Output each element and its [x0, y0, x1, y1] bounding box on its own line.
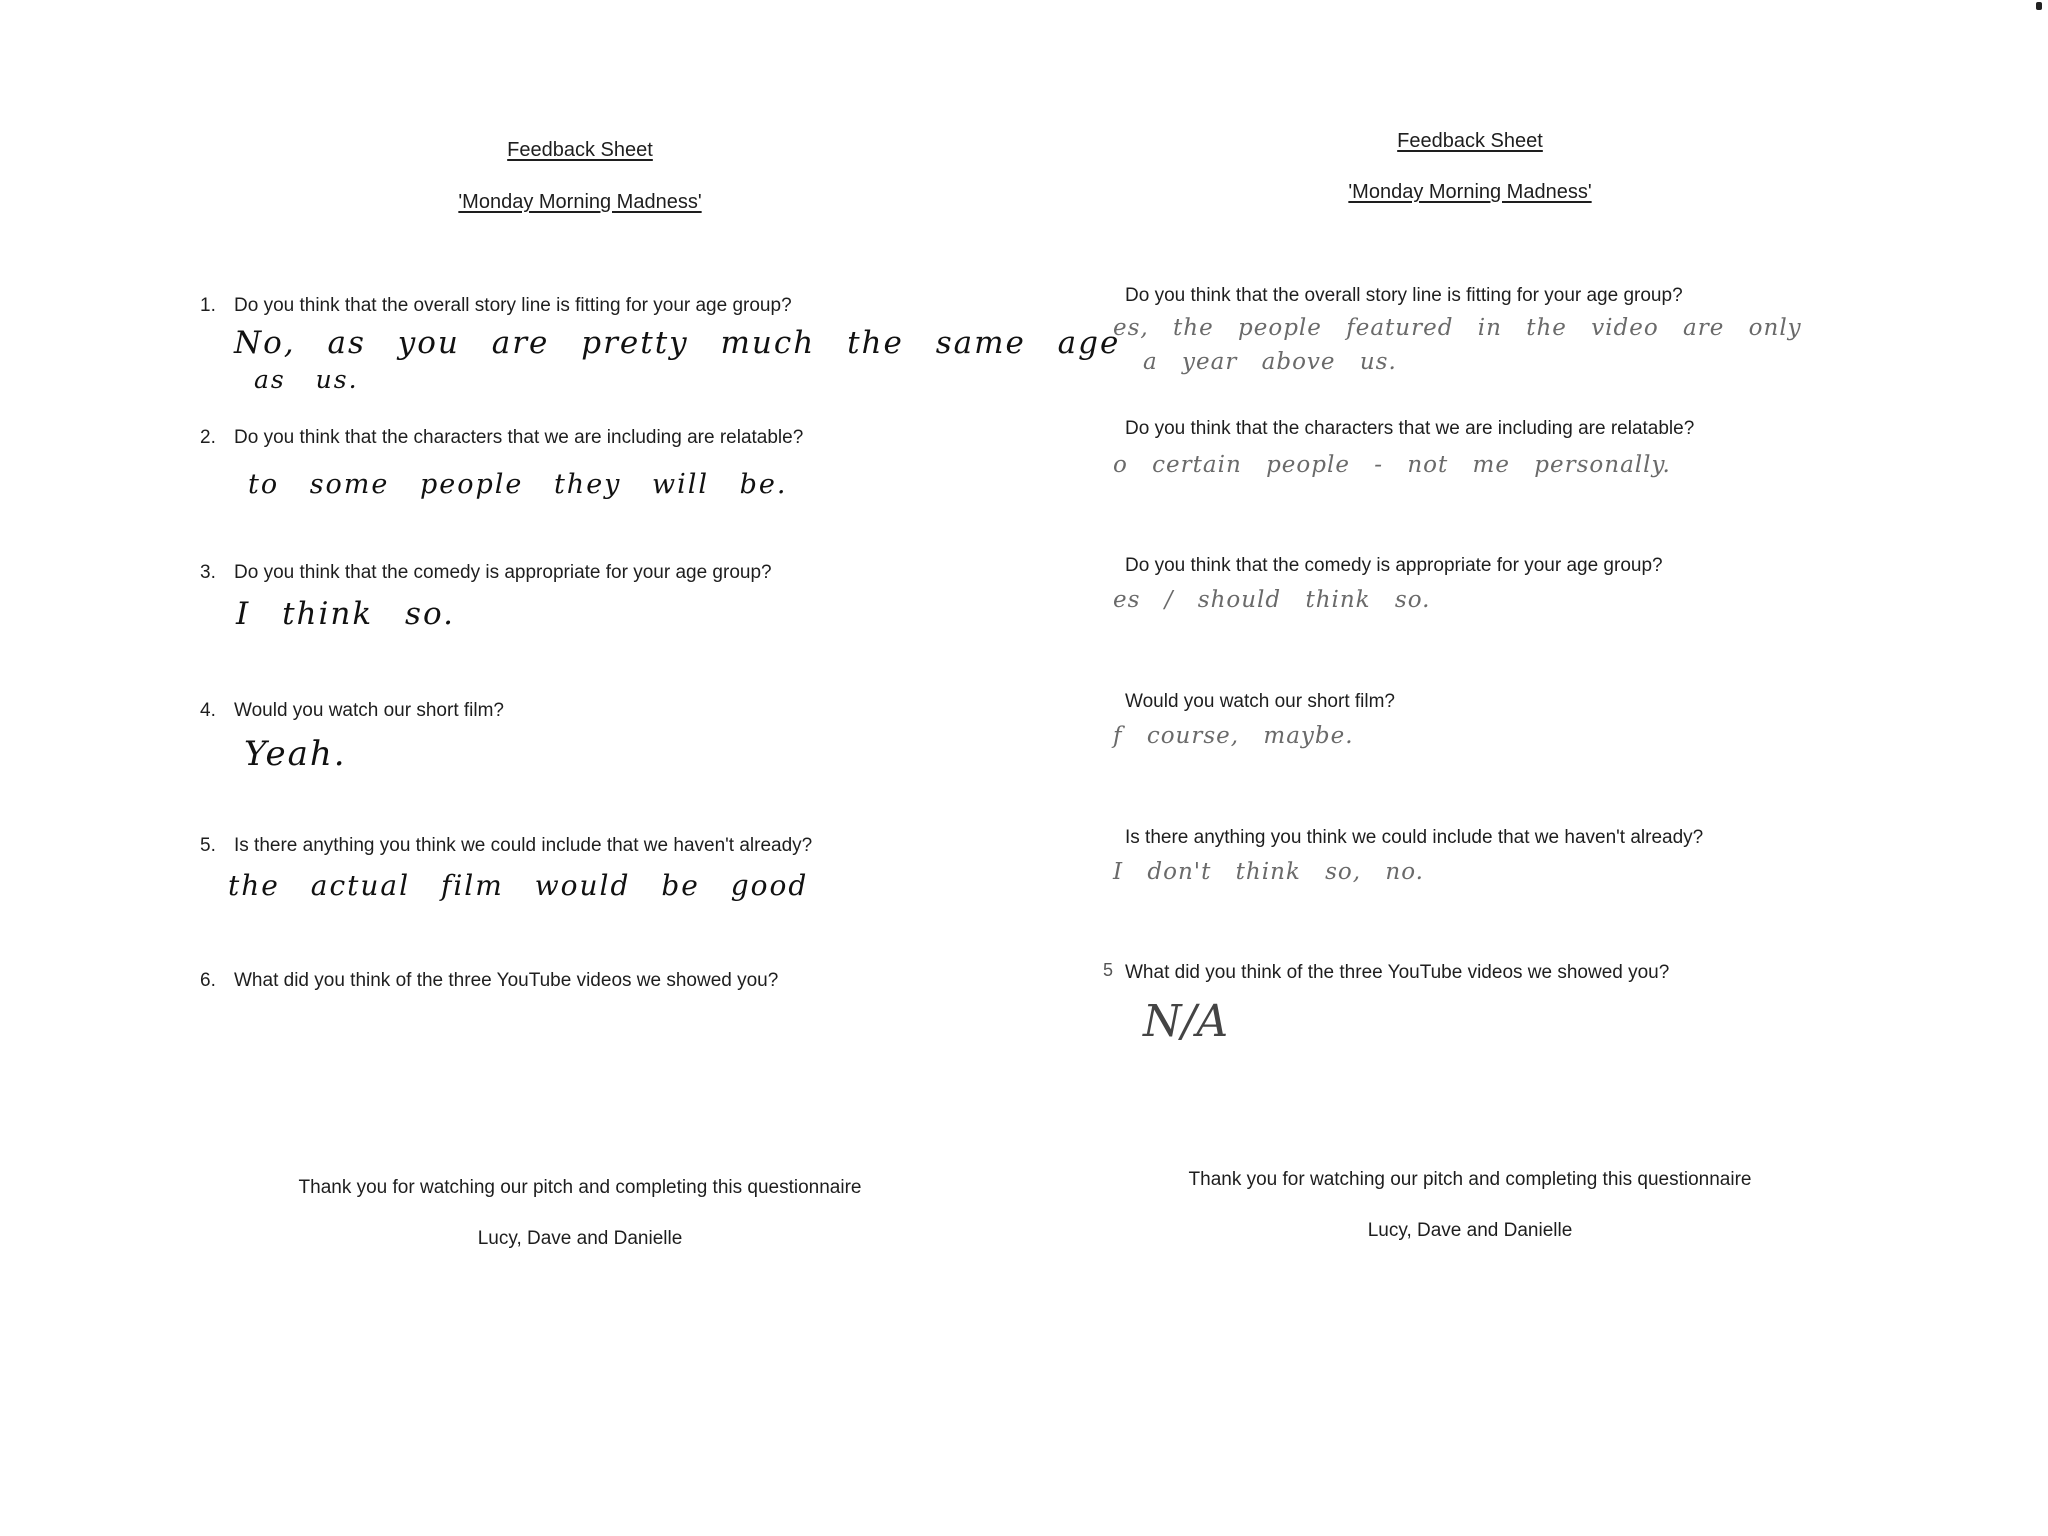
- handwritten-answer: Yeah.: [244, 734, 347, 774]
- question-number: 1.: [200, 295, 216, 316]
- handwritten-answer-cont: as us.: [254, 365, 359, 394]
- question-number: 2.: [200, 427, 216, 448]
- handwritten-answer-cont: a year above us.: [1143, 349, 1397, 375]
- question-number: 5.: [200, 835, 216, 856]
- question-number: 3.: [200, 562, 216, 583]
- footer-thanks: Thank you for watching our pitch and completing this questionnaire: [298, 1177, 862, 1198]
- question-number: 4.: [200, 700, 216, 721]
- handwritten-answer: I think so.: [236, 596, 455, 632]
- footer-names: Lucy, Dave and Danielle: [1367, 1220, 1573, 1241]
- handwritten-answer: o certain people - not me personally.: [1113, 452, 1671, 478]
- handwritten-answer: es / should think so.: [1113, 587, 1431, 613]
- question-text: Is there anything you think we could include that we haven't already?: [234, 835, 813, 856]
- handwritten-answer: to some people they will be.: [248, 469, 788, 500]
- question-text: Do you think that the overall story line is fitting for your age group?: [234, 295, 792, 316]
- question-text: Do you think that the comedy is appropriate for your age group?: [234, 562, 772, 583]
- handwritten-answer: No, as you are pretty much the same age: [234, 325, 1121, 361]
- question-number: 6.: [200, 970, 216, 991]
- handwritten-answer: es, the people featured in the video are only: [1113, 315, 1802, 341]
- footer-thanks: Thank you for watching our pitch and completing this questionnaire: [1188, 1169, 1752, 1190]
- question-text: Would you watch our short film?: [234, 700, 504, 721]
- question-text: Do you think that the overall story line is fitting for your age group?: [1125, 285, 1683, 306]
- handwritten-answer: N/A: [1143, 996, 1229, 1047]
- sheet-title: Feedback Sheet: [1397, 130, 1543, 152]
- question-text: Do you think that the characters that we are including are relatable?: [1125, 418, 1695, 439]
- question-text: Would you watch our short film?: [1125, 691, 1395, 712]
- handwritten-answer: f course, maybe.: [1113, 723, 1354, 749]
- question-text: Do you think that the comedy is appropriate for your age group?: [1125, 555, 1663, 576]
- question-mark-number: 5: [1103, 960, 1114, 980]
- sheet-title: Feedback Sheet: [507, 139, 653, 161]
- sheet-subtitle: 'Monday Morning Madness': [458, 191, 702, 213]
- question-text: Is there anything you think we could include that we haven't already?: [1125, 827, 1704, 848]
- question-text: Do you think that the characters that we are including are relatable?: [234, 427, 804, 448]
- question-text: What did you think of the three YouTube videos we showed you?: [1125, 962, 1670, 983]
- scan-mark: [2036, 2, 2042, 10]
- handwritten-answer: the actual film would be good: [228, 869, 809, 902]
- sheet-subtitle: 'Monday Morning Madness': [1348, 181, 1592, 203]
- footer-names: Lucy, Dave and Danielle: [477, 1228, 683, 1249]
- handwritten-answer: I don't think so, no.: [1113, 859, 1424, 885]
- question-text: What did you think of the three YouTube videos we showed you?: [234, 970, 779, 991]
